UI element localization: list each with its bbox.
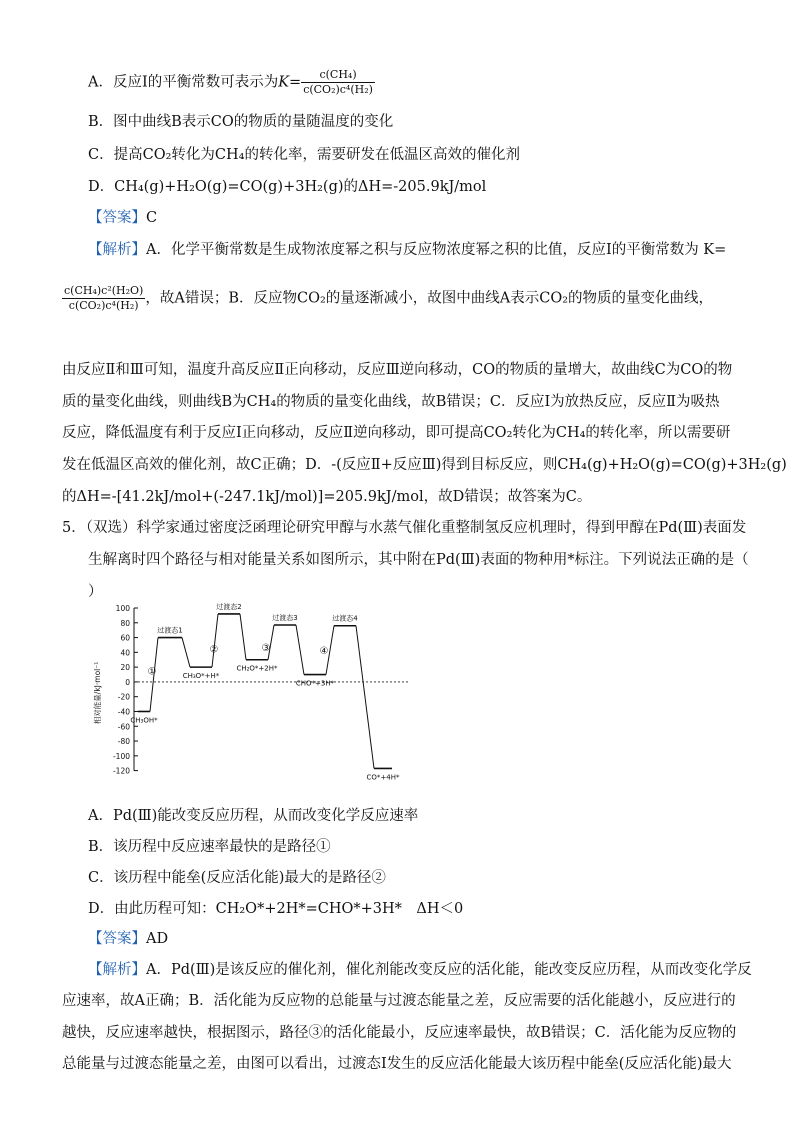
analysis-text: ，故A错误；B．反应物CO₂的量逐渐减小，故图中曲线A表示CO₂的物质的量变化曲线， [145,290,714,307]
q4-analysis-line-6: 发在低温区高效的催化剂，故C正确；D．-(反应Ⅱ+反应Ⅲ)得到目标反应，则CH₄(g)+H₂O(g)=CO(g)+3H₂(g) [62,457,787,473]
path-label: ② [209,644,219,656]
state-label: CHO*+3H* [295,679,335,688]
q4-analysis-line-1 [88,238,726,259]
state-label: 过渡态1 [157,626,183,635]
q4-analysis-fraction [62,284,145,313]
path-label: ③ [261,642,271,654]
state-label: CH₃O*+H* [182,672,220,681]
q4-option-a-fraction [301,68,375,97]
analysis-text: A．化学平衡常数是生成物浓度幂之积与反应物浓度幂之积的比值，反应Ⅰ的平衡常数为 K= [146,242,727,258]
y-tick-label: 100 [115,604,130,613]
fraction-denominator: c(CO₂)c⁴(H₂) [303,83,373,96]
energy-connector [296,625,304,675]
state-label: CO*+4H* [366,773,400,782]
y-tick-label: 80 [120,618,130,628]
y-tick-label: -60 [117,722,130,732]
y-tick-label: -80 [117,737,130,747]
answer-value: C [146,210,158,226]
y-axis-label: 相对能量/kJ·mol⁻¹ [93,661,102,725]
y-tick-label: -20 [117,692,130,702]
path-label: ④ [319,645,329,657]
q5-option-d: D．由此历程可知：CH₂O*+2H*=CHO*+3H* ΔH＜0 [88,901,464,917]
q5-option-a: A．Pd(Ⅲ)能改变反应历程，从而改变化学反应速率 [88,808,419,824]
answer-tag: 【答案】 [88,210,146,226]
y-tick-label: 60 [120,633,130,643]
answer-tag: 【答案】 [88,931,146,947]
state-label: 过渡态2 [216,602,242,611]
y-tick-label: -120 [112,766,130,776]
q5-analysis-line-2: 应速率，故A正确；B．活化能为反应物的总能量与过渡态能量之差，反应需要的活化能越小，反应进行的 [62,993,736,1009]
q4-option-a [88,68,375,97]
q4-option-c: C．提高CO₂转化为CH₄的转化率，需要研发在低温区高效的催化剂 [88,147,520,163]
q5-analysis-line-1 [88,958,752,979]
energy-connector [240,614,246,660]
state-label: 过渡态4 [332,614,358,623]
q4-analysis-line-7: 的ΔH=-[41.2kJ/mol+(-247.1kJ/mol)]=205.9kJ/mol，故D错误；故答案为C。 [62,489,592,505]
q5-stem-line-2: 生解离时四个路径与相对能量关系如图所示，其中附在Pd(Ⅲ)表面的物种用*标注。下列说法正确的是（ [88,552,749,568]
q5-analysis-line-4: 总能量与过渡态能量之差，由图可以看出，过渡态Ⅰ发生的反应活化能最大该历程中能垒(反应活化能)最大 [62,1056,732,1072]
fraction-numerator: c(CH₄) [301,68,375,83]
fraction-denominator: c(CO₂)c⁴(H₂) [68,299,139,312]
q5-stem-line-1: 5．（双选）科学家通过密度泛函理论研究甲醇与水蒸气催化重整制氢反应机理时，得到甲醇在Pd(Ⅲ)表面发 [62,520,747,536]
q5-answer [88,927,168,948]
q5-option-c: C．该历程中能垒(反应活化能)最大的是路径② [88,870,386,886]
q5-option-b: B．该历程中反应速率最快的是路径① [88,839,331,855]
y-tick-label: 40 [120,648,130,658]
q4-analysis-line-3: 由反应Ⅱ和Ⅲ可知，温度升高反应Ⅱ正向移动，反应Ⅲ逆向移动，CO的物质的量增大，故曲线C为CO的物 [62,362,733,378]
q4-option-a-text: A．反应Ⅰ的平衡常数可表示为 [88,74,279,91]
y-tick-label: 0 [125,677,130,687]
analysis-tag: 【解析】 [88,962,146,978]
q4-analysis-line-2 [62,284,713,313]
q5-analysis-line-3: 越快，反应速率越快，根据图示，路径③的活化能最小，反应速率最快，故B错误；C．活化能为反应物的 [62,1025,737,1041]
q5-stem-line-3: ） [88,584,103,600]
y-tick-label: -100 [112,751,130,761]
fraction-numerator: c(CH₄)c²(H₂O) [64,284,144,297]
energy-connector [209,614,219,667]
energy-profile-chart [88,598,418,788]
q4-analysis-line-4: 质的量变化曲线，则曲线B为CH₄的物质的量变化曲线，故B错误；C．反应Ⅰ为放热反应，反应Ⅱ为吸热 [62,394,720,410]
answer-value: AD [146,931,169,947]
q4-option-d: D．CH₄(g)+H₂O(g)=CO(g)+3H₂(g)的ΔH=-205.9kJ/mol [88,179,487,195]
y-tick-label: 20 [120,663,130,673]
energy-connector [356,626,374,769]
state-label: CH₂O*+2H* [236,664,278,673]
q4-analysis-line-5: 反应，降低温度有利于反应Ⅰ正向移动，反应Ⅱ逆向移动，即可提高CO₂转化为CH₄的转化率，所以需要研 [62,425,731,441]
state-label: CH₃OH* [130,716,158,725]
q4-option-a-k: K= [278,74,302,91]
energy-connector [182,638,190,668]
q4-answer [88,206,157,227]
analysis-text: A．Pd(Ⅲ)是该反应的催化剂，催化剂能改变反应的活化能，能改变反应历程，从而改变化学反 [146,962,752,978]
state-label: 过渡态3 [272,614,298,622]
q4-option-b: B．图中曲线B表示CO的物质的量随温度的变化 [88,114,394,130]
analysis-tag: 【解析】 [88,242,146,258]
y-tick-label: -40 [117,707,130,717]
path-label: ① [147,666,157,678]
